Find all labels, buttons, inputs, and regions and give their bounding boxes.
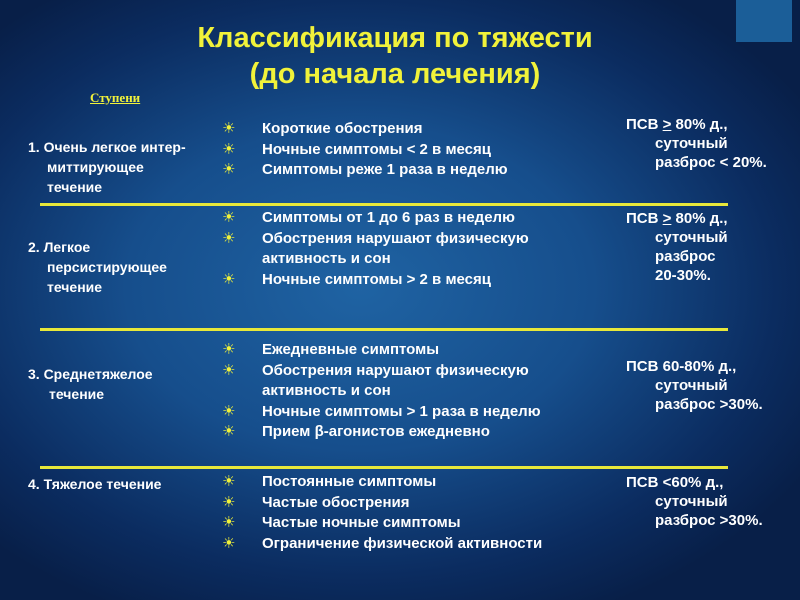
sun-bullet-icon: ☀ bbox=[222, 120, 236, 137]
stage-2-label bbox=[28, 237, 228, 297]
list-item: ☀ Ежедневные симптомы bbox=[222, 340, 622, 361]
stage-4-label bbox=[28, 474, 228, 494]
list-item: ☀ Симптомы реже 1 раза в неделю bbox=[222, 160, 622, 181]
sun-bullet-icon: ☀ bbox=[222, 402, 236, 420]
stage-1-line-1: 1. Очень легкое интер- bbox=[28, 139, 186, 155]
list-item: ☀ Симптомы от 1 до 6 раз в неделю bbox=[222, 208, 622, 229]
stage-4-line-1: 4. Тяжелое течение bbox=[28, 476, 162, 492]
stage-4-symptoms bbox=[222, 472, 622, 554]
stage-2-line-1: 2. Легкое bbox=[28, 239, 91, 255]
stage-2-line-2: персистирующее bbox=[47, 259, 167, 275]
list-item: ☀ Частые ночные симптомы bbox=[222, 513, 622, 534]
list-item: ☀ Ночные симптомы > 2 в месяц bbox=[222, 270, 622, 291]
list-item: ☀ Частые обострения bbox=[222, 493, 622, 514]
list-item: ☀ Постоянные симптомы bbox=[222, 472, 622, 493]
sun-bullet-icon: ☀ bbox=[222, 473, 236, 490]
list-item: ☀ Обострения нарушают физическую активность и сон bbox=[222, 361, 529, 399]
list-item: ☀ Обострения нарушают физическую активность и сон bbox=[222, 229, 529, 267]
row-divider bbox=[40, 466, 728, 469]
slide-subtitle: (до начала лечения) bbox=[249, 58, 541, 90]
stage-3-label bbox=[28, 364, 228, 404]
sun-bullet-icon: ☀ bbox=[222, 341, 236, 358]
stage-1-symptoms bbox=[222, 119, 622, 181]
stage-3-psv: ПСВ 60-80% д., суточный разброс >30%. bbox=[626, 358, 763, 413]
stage-1-line-2: миттирующее bbox=[47, 159, 144, 175]
stages-header: Ступени bbox=[90, 90, 141, 105]
sun-bullet-icon: ☀ bbox=[222, 209, 236, 226]
sun-bullet-icon: ☀ bbox=[222, 361, 236, 379]
stage-1-label bbox=[28, 137, 228, 197]
stage-2-psv: ПСВ > 80% д., суточный разброс 20-30%. bbox=[626, 210, 728, 284]
stage-3-line-1: 3. Среднетяжелое bbox=[28, 366, 153, 382]
sun-bullet-icon: ☀ bbox=[222, 161, 236, 178]
row-divider bbox=[40, 203, 728, 206]
list-item: ☀ Ограничение физической активности bbox=[222, 534, 622, 555]
stage-1-line-3: течение bbox=[47, 179, 103, 195]
sun-bullet-icon: ☀ bbox=[222, 493, 236, 511]
row-divider bbox=[40, 328, 728, 331]
stage-2-symptoms bbox=[222, 208, 622, 290]
sun-bullet-icon: ☀ bbox=[222, 514, 236, 531]
sun-bullet-icon: ☀ bbox=[222, 534, 236, 552]
slide-title: Классификация по тяжести bbox=[197, 22, 593, 54]
stage-2-line-3: течение bbox=[47, 279, 103, 295]
sun-bullet-icon: ☀ bbox=[222, 140, 236, 158]
stage-3-symptoms bbox=[222, 340, 622, 443]
list-item: ☀ Короткие обострения bbox=[222, 119, 622, 140]
stage-4-psv: ПСВ <60% д., суточный разброс >30%. bbox=[626, 474, 763, 529]
stage-1-psv: ПСВ > 80% д., суточный разброс < 20%. bbox=[626, 116, 767, 171]
list-item: ☀ Ночные симптомы > 1 раза в неделю bbox=[222, 402, 622, 423]
stage-3-line-2: течение bbox=[49, 386, 105, 402]
sun-bullet-icon: ☀ bbox=[222, 423, 236, 440]
sun-bullet-icon: ☀ bbox=[222, 270, 236, 288]
list-item: ☀ Прием β-агонистов ежедневно bbox=[222, 422, 622, 443]
list-item: ☀ Ночные симптомы < 2 в месяц bbox=[222, 140, 622, 161]
sun-bullet-icon: ☀ bbox=[222, 229, 236, 247]
